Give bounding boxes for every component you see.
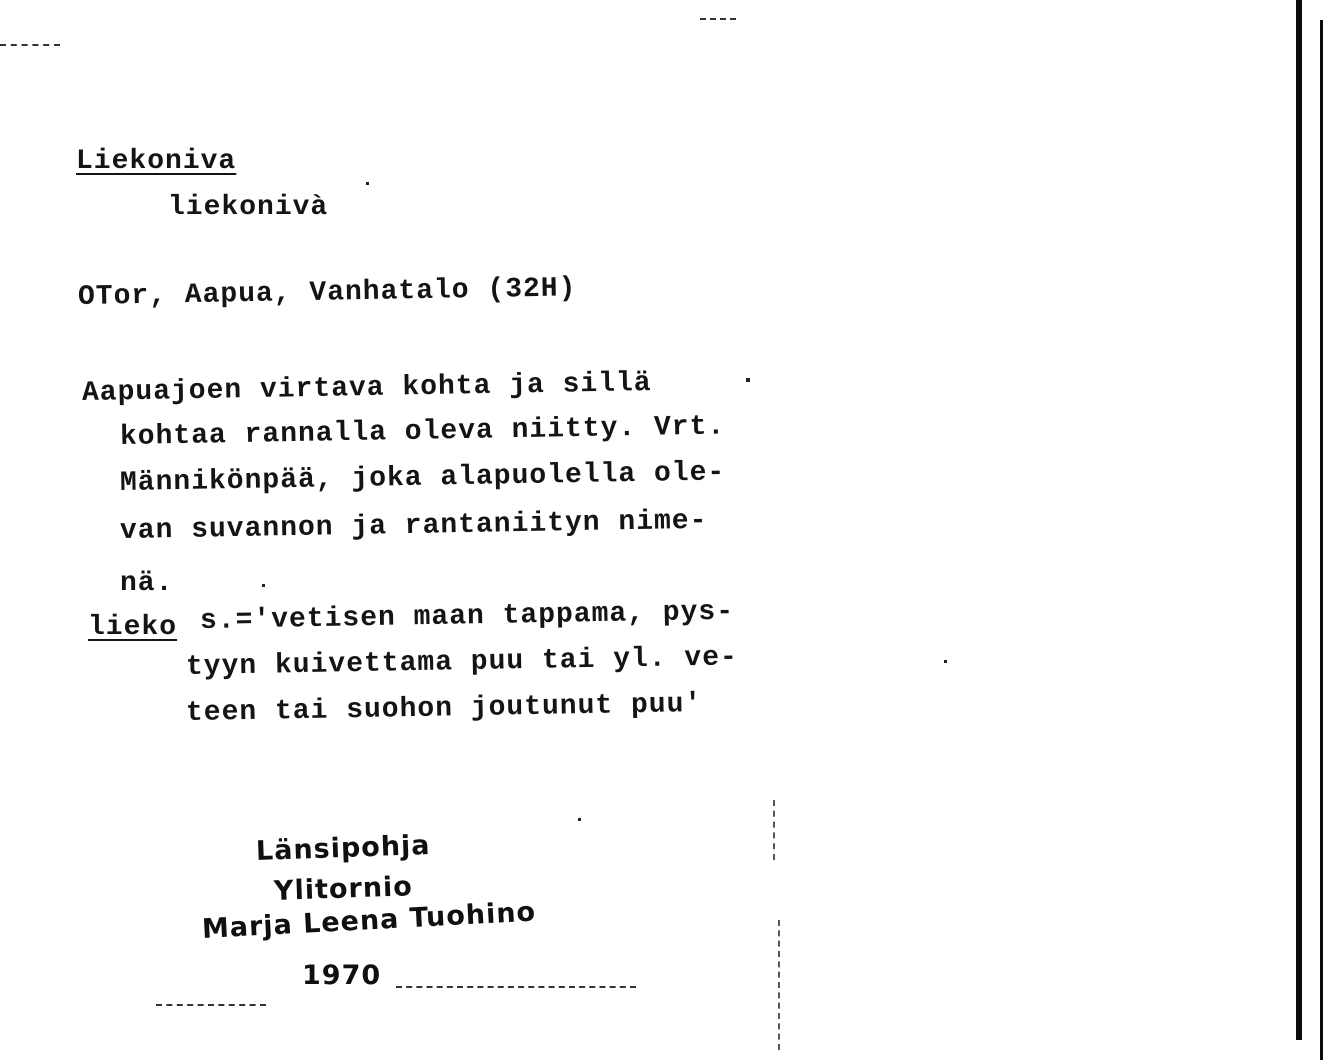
headword: Liekoniva bbox=[76, 146, 237, 177]
stamp-collector: Marja Leena Tuohino bbox=[201, 896, 537, 945]
location-line: OTor, Aapua, Vanhatalo (32H) bbox=[77, 273, 577, 313]
stamp-parish: Ylitornio bbox=[273, 871, 414, 907]
stamp-region: Länsipohja bbox=[255, 829, 431, 867]
scan-speck bbox=[366, 182, 369, 185]
stamp-dash-line bbox=[156, 1004, 266, 1006]
definition-line: nä. bbox=[120, 568, 174, 599]
stamp-year: 1970 bbox=[302, 960, 382, 991]
definition-line: Aapuajoen virtava kohta ja sillä bbox=[81, 368, 652, 409]
scan-speck bbox=[746, 378, 750, 382]
stamp-dash-line bbox=[396, 986, 636, 988]
card-edge-line-outer bbox=[1320, 20, 1323, 1060]
scan-speck bbox=[944, 660, 947, 663]
scan-mark bbox=[700, 18, 736, 20]
etymology-line: tyyn kuivettama puu tai yl. ve- bbox=[185, 642, 739, 683]
card-edge-line bbox=[1296, 0, 1302, 1040]
pronunciation: liekonivà bbox=[168, 192, 329, 223]
definition-line: kohtaa rannalla oleva niitty. Vrt. bbox=[119, 411, 726, 453]
scan-mark bbox=[778, 920, 780, 1050]
scan-speck bbox=[578, 818, 581, 821]
scan-speck bbox=[262, 584, 265, 587]
etymology-line: teen tai suohon joutunut puu' bbox=[185, 688, 703, 729]
scan-mark bbox=[0, 44, 60, 46]
scan-mark bbox=[773, 800, 775, 860]
etymology-line: s.='vetisen maan tappama, pys- bbox=[199, 596, 735, 637]
etymology-term: lieko bbox=[88, 612, 178, 643]
definition-line: Männikönpää, joka alapuolella ole- bbox=[119, 457, 726, 499]
definition-line: van suvannon ja rantaniityn nime- bbox=[119, 505, 708, 547]
